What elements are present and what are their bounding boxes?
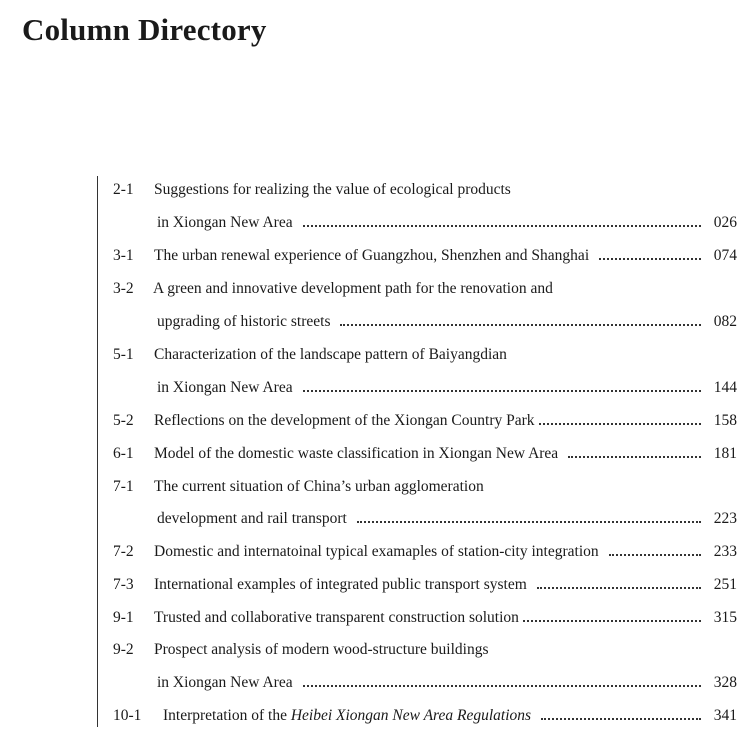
toc-entry-5-2[interactable]: [97, 410, 737, 432]
page-number: 223: [713, 510, 737, 527]
dot-leader: [340, 324, 701, 326]
page-number: 181: [713, 445, 737, 462]
page-number: 328: [713, 674, 737, 691]
entry-title-continued: in Xiongan New Area: [157, 674, 293, 691]
toc-entry-5-1-continued[interactable]: [97, 377, 737, 399]
toc-entry-2-1-continued[interactable]: [97, 212, 737, 234]
dot-leader: [609, 554, 701, 556]
entry-number: 2-1: [113, 181, 134, 198]
page-number: 251: [713, 576, 737, 593]
toc-entry-7-2[interactable]: [97, 541, 737, 563]
toc-entry-3-2-continued[interactable]: [97, 311, 737, 333]
dot-leader: [523, 620, 701, 622]
dot-leader: [541, 718, 701, 720]
entry-title: Prospect analysis of modern wood-structure buildings: [154, 641, 489, 658]
page-number: 315: [713, 609, 737, 626]
entry-number: 7-1: [113, 478, 134, 495]
entry-number: 5-2: [113, 412, 134, 429]
entry-number: 3-1: [113, 247, 134, 264]
entry-title: The current situation of China’s urban agglomeration: [154, 478, 484, 495]
entry-title-continued: upgrading of historic streets: [157, 313, 331, 330]
entry-title: A green and innovative development path for the renovation and: [153, 280, 553, 297]
toc-entry-6-1[interactable]: [97, 443, 737, 465]
entry-title: Domestic and internatoinal typical examaples of station-city integration: [154, 543, 599, 560]
entry-title-continued: development and rail transport: [157, 510, 347, 527]
entry-title: Interpretation of the: [163, 707, 291, 724]
dot-leader: [539, 423, 701, 425]
toc-entry-7-1[interactable]: [97, 476, 737, 498]
page-number: 158: [713, 412, 737, 429]
dot-leader: [568, 456, 701, 458]
page-number: 074: [713, 247, 737, 264]
toc-entry-3-1[interactable]: [97, 245, 737, 267]
page-number: 082: [713, 313, 737, 330]
page-number: 026: [713, 214, 737, 231]
entry-title-continued: in Xiongan New Area: [157, 379, 293, 396]
table-of-contents: [97, 176, 737, 727]
page-number: 341: [713, 707, 737, 724]
dot-leader: [303, 225, 701, 227]
toc-entry-9-2[interactable]: [97, 639, 737, 661]
entry-number: 5-1: [113, 346, 134, 363]
toc-entry-7-1-continued[interactable]: [97, 508, 737, 530]
page-title: Column Directory: [22, 12, 267, 47]
entry-number: 7-3: [113, 576, 134, 593]
page-number: 144: [713, 379, 737, 396]
entry-title-continued: in Xiongan New Area: [157, 214, 293, 231]
toc-entry-9-1[interactable]: [97, 607, 737, 629]
entry-title: The urban renewal experience of Guangzhou, Shenzhen and Shanghai: [154, 247, 590, 264]
dot-leader: [599, 258, 701, 260]
entry-number: 7-2: [113, 543, 134, 560]
toc-entry-2-1[interactable]: [97, 179, 737, 201]
dot-leader: [303, 390, 701, 392]
dot-leader: [303, 685, 701, 687]
entry-title: Suggestions for realizing the value of ecological products: [154, 181, 511, 198]
toc-entry-9-2-continued[interactable]: [97, 672, 737, 694]
entry-title: Reflections on the development of the Xiongan Country Park: [154, 412, 535, 429]
entry-title: International examples of integrated public transport system: [154, 576, 527, 593]
toc-entry-5-1[interactable]: [97, 344, 737, 366]
toc-entry-7-3[interactable]: [97, 574, 737, 596]
entry-number: 3-2: [113, 280, 134, 297]
toc-entry-3-2[interactable]: [97, 278, 737, 300]
entry-title: Characterization of the landscape pattern of Baiyangdian: [154, 346, 507, 363]
toc-entry-10-1[interactable]: [97, 705, 737, 727]
entry-title-italic: Heibei Xiongan New Area Regulations: [290, 707, 532, 724]
entry-title: Trusted and collaborative transparent construction solution: [154, 609, 519, 626]
entry-number: 9-1: [113, 609, 134, 626]
page-number: 233: [713, 543, 737, 560]
entry-title: Model of the domestic waste classification in Xiongan New Area: [154, 445, 559, 462]
entry-number: 10-1: [113, 707, 142, 724]
entry-number: 6-1: [113, 445, 134, 462]
dot-leader: [357, 521, 701, 523]
dot-leader: [537, 587, 701, 589]
entry-number: 9-2: [113, 641, 134, 658]
